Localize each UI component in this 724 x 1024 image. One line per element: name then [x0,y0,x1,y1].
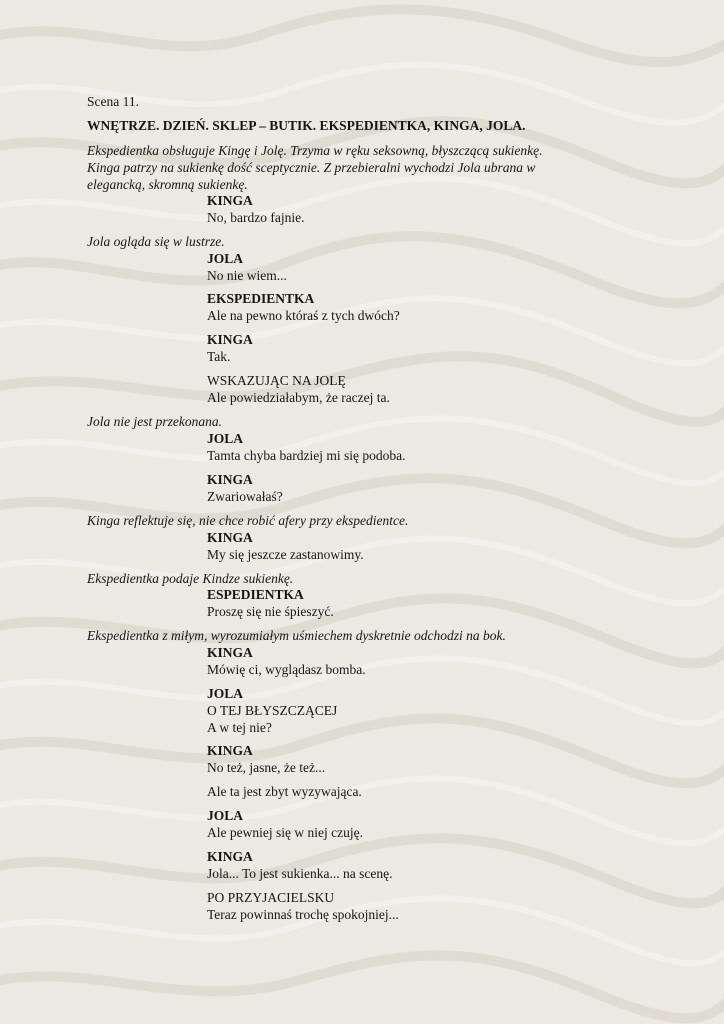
parenthetical: WSKAZUJĄC NA JOLĘ [207,373,346,388]
scene-number: Scena 11. [87,94,139,109]
dialogue-block [207,471,283,505]
action-block: Ekspedientka podaje Kindze sukienkę. [87,571,294,586]
character-name: JOLA [207,431,244,446]
action-block [87,142,607,193]
character-name: KINGA [207,530,253,545]
dialogue-block [207,372,390,406]
parenthetical: PO PRZYJACIELSKU [207,890,335,905]
dialogue-line: Proszę się nie śpieszyć. [207,604,334,619]
dialogue-block [207,685,337,736]
dialogue-line: No nie wiem... [207,268,287,283]
dialogue-line: Mówię ci, wyglądasz bomba. [207,662,366,677]
dialogue-line: Ale ta jest zbyt wyzywająca. [207,784,362,799]
action-block: Ekspedientka z miłym, wyrozumiałym uśmiechem dyskretnie odchodzi na bok. [87,628,506,643]
character-name: KINGA [207,849,253,864]
dialogue-block [207,586,334,620]
dialogue-line: Zwariowałaś? [207,489,283,504]
dialogue-block [207,848,393,882]
parenthetical: O TEJ BŁYSZCZĄCEJ [207,703,338,718]
dialogue-line: Jola... To jest sukienka... na scenę. [207,866,393,881]
dialogue-block [207,290,400,324]
dialogue-block [207,807,363,841]
dialogue-line: Ale pewniej się w niej czuję. [207,825,363,840]
action-block: Jola ogląda się w lustrze. [87,234,225,249]
action-block: Kinga reflektuje się, nie chce robić afery przy ekspedientce. [87,513,409,528]
dialogue-block [207,331,253,365]
slugline: WNĘTRZE. DZIEŃ. SKLEP – BUTIK. EKSPEDIENTKA, KINGA, JOLA. [87,118,526,133]
character-name: JOLA [207,686,244,701]
action-line: Kinga patrzy na sukienkę dość sceptycznie. Z przebieralni wychodzi Jola ubrana w [87,160,536,175]
dialogue-block [207,783,362,800]
action-line: Ekspedientka obsługuje Kingę i Jolę. Trzyma w ręku seksowną, błyszczącą sukienkę. [87,143,543,158]
action-line: elegancką, skromną sukienkę. [87,177,248,192]
character-name: KINGA [207,743,253,758]
character-name: ESPEDIENTKA [207,587,304,602]
dialogue-line: No też, jasne, że też... [207,760,326,775]
dialogue-block [207,430,406,464]
character-name: JOLA [207,251,244,266]
dialogue-line: Ale powiedziałabym, że raczej ta. [207,390,390,405]
dialogue-line: Teraz powinnaś trochę spokojniej... [207,907,399,922]
dialogue-line: Tak. [207,349,231,364]
character-name: KINGA [207,193,253,208]
dialogue-block [207,644,366,678]
dialogue-line: My się jeszcze zastanowimy. [207,547,364,562]
character-name: KINGA [207,332,253,347]
dialogue-line: A w tej nie? [207,720,272,735]
character-name: EKSPEDIENTKA [207,291,315,306]
dialogue-block [207,889,399,923]
dialogue-block [207,250,287,284]
dialogue-line: Tamta chyba bardziej mi się podoba. [207,448,406,463]
character-name: JOLA [207,808,244,823]
dialogue-line: No, bardzo fajnie. [207,210,305,225]
dialogue-block [207,742,325,776]
character-name: KINGA [207,645,253,660]
dialogue-line: Ale na pewno któraś z tych dwóch? [207,308,400,323]
dialogue-block [207,192,304,226]
dialogue-block [207,529,364,563]
action-block: Jola nie jest przekonana. [87,414,222,429]
character-name: KINGA [207,472,253,487]
